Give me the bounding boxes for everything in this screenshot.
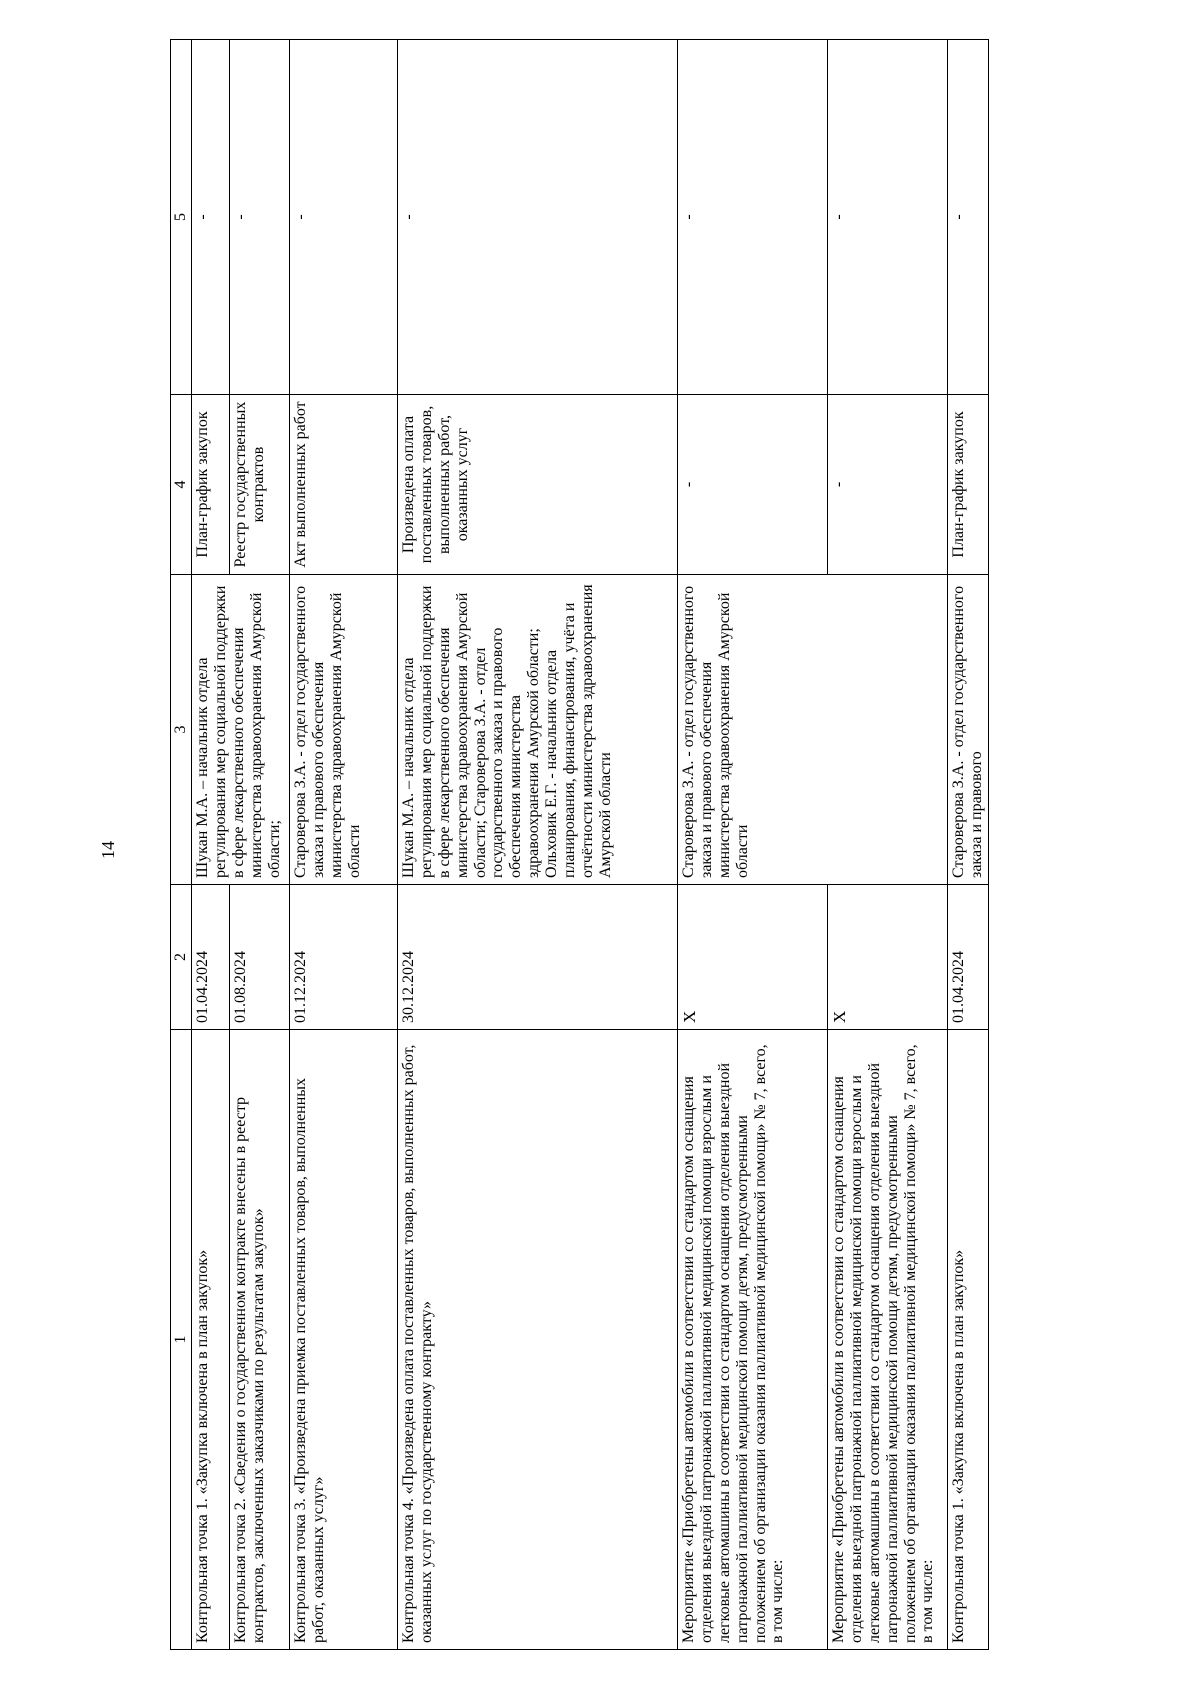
header-cell-4: 4 — [171, 395, 192, 575]
row1-info: - — [191, 40, 229, 395]
header-row — [171, 40, 192, 1650]
header-cell-1: 1 — [171, 1030, 192, 1650]
page-number: 14 — [98, 841, 118, 859]
table-row — [677, 40, 827, 1650]
row2-name: Контрольная точка 2. «Сведения о государственном контракте внесены в реестр контрактов, заключенных заказчиками по результатам закупок» — [229, 1030, 289, 1650]
table-row — [947, 40, 988, 1650]
row1-responsible: Шукан М.А. – начальник отдела регулирования мер социальной поддержки в сфере лекарственного обеспечения министерства здравоохранения Амурской области; — [191, 575, 289, 885]
header-cell-3: 3 — [171, 575, 192, 885]
row4-responsible: Шукан М.А. – начальник отдела регулирования мер социальной поддержки в сфере лекарственного обеспечения министерства здравоохранения Амурской области; Староверова З.А. - отдел государственного заказа и правового обеспечения министерства здравоохранения Амурской области; Ольховик Е.Г. - начальник отдела планирования, финансирования, учёта и отчётности министерства здравоохранения Амурской области — [397, 575, 677, 885]
row2-info: - — [229, 40, 289, 395]
row7-name: Контрольная точка 1. «Закупка включена в план закупок» — [947, 1030, 988, 1650]
row7-responsible: Староверова З.А. - отдел государственного заказа и правового — [947, 575, 988, 885]
header-cell-2: 2 — [171, 885, 192, 1030]
row5-name: Мероприятие «Приобретены автомобили в соответствии со стандартом оснащения отделения выездной патронажной паллиативной медицинской помощи взрослым и легковые автомашины в соответствии со стандартом оснащения отделения выездной патронажной паллиативной медицинской помощи детям, предусмотренными положением об организации оказания паллиативной медицинской помощи» № 7, всего, в том числе: — [677, 1030, 827, 1650]
row5-date: Х — [677, 885, 827, 1030]
row1-date: 01.04.2024 — [191, 885, 229, 1030]
rotated-table-container — [170, 40, 1135, 1650]
row4-name: Контрольная точка 4. «Произведена оплата поставленных товаров, выполненных работ, оказанных услуг по государственному контракту» — [397, 1030, 677, 1650]
row1-document: План-график закупок — [191, 395, 229, 575]
row4-document: Произведена оплата поставленных товаров, выполненных работ, оказанных услуг — [397, 395, 677, 575]
row6-name: Мероприятие «Приобретены автомобили в соответствии со стандартом оснащения отделения выездной патронажной паллиативной медицинской помощи взрослым и легковые автомашины в соответствии со стандартом оснащения отделения выездной патронажной паллиативной медицинской помощи детям, предусмотренными положением об организации оказания паллиативной медицинской помощи» № 7, всего, в том числе: — [827, 1030, 947, 1650]
row3-date: 01.12.2024 — [289, 885, 397, 1030]
row7-info: - — [947, 40, 988, 395]
row5-document: - — [677, 395, 827, 575]
header-cell-5: 5 — [171, 40, 192, 395]
row6-document: - — [827, 395, 947, 575]
row5-responsible: Староверова З.А. - отдел государственного заказа и правового обеспечения министерства здравоохранения Амурской области — [677, 575, 947, 885]
row6-date: Х — [827, 885, 947, 1030]
row4-date: 30.12.2024 — [397, 885, 677, 1030]
table-row — [191, 40, 229, 1650]
row4-info: - — [397, 40, 677, 395]
row3-document: Акт выполненных работ — [289, 395, 397, 575]
row1-name: Контрольная точка 1. «Закупка включена в план закупок» — [191, 1030, 229, 1650]
plan-table — [170, 39, 989, 1650]
row6-info: - — [827, 40, 947, 395]
row3-responsible: Староверова З.А. - отдел государственного заказа и правового обеспечения министерства здравоохранения Амурской области — [289, 575, 397, 885]
row3-info: - — [289, 40, 397, 395]
row2-date: 01.08.2024 — [229, 885, 289, 1030]
table-row — [397, 40, 677, 1650]
row2-document: Реестр государственных контрактов — [229, 395, 289, 575]
table-row — [289, 40, 397, 1650]
row3-name: Контрольная точка 3. «Произведена приемка поставленных товаров, выполненных работ, оказанных услуг» — [289, 1030, 397, 1650]
row7-date: 01.04.2024 — [947, 885, 988, 1030]
row5-info: - — [677, 40, 827, 395]
row7-document: План-график закупок — [947, 395, 988, 575]
